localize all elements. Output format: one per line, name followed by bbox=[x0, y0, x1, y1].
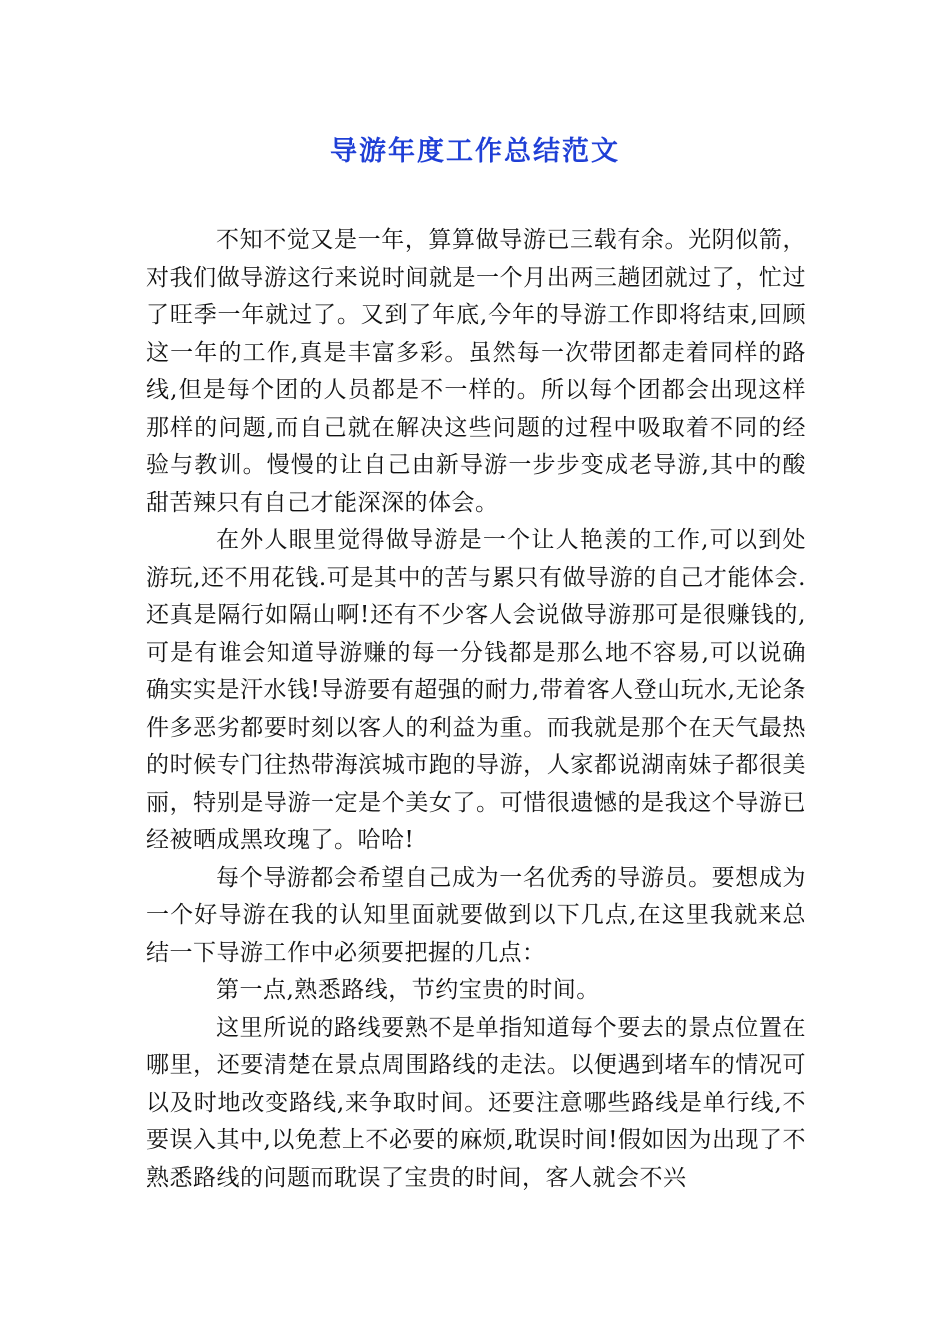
paragraph-1: 不知不觉又是一年，算算做导游已三载有余。光阴似箭，对我们做导游这行来说时间就是一个月出两三趟团就过了，忙过了旺季一年就过了。又到了年底,今年的导游工作即将结束,回顾这一年的工作,真是丰富多彩。虽然每一次带团都走着同样的路线,但是每个团的人员都是不一样的。所以每个团都会出现这样那样的问题,而自己就在解决这些问题的过程中吸取着不同的经验与教训。慢慢的让自己由新导游一步步变成老导游,其中的酸甜苦辣只有自己才能深深的体会。 bbox=[146, 227, 806, 516]
document-body bbox=[146, 222, 806, 1197]
document-title: 导游年度工作总结范文 bbox=[330, 136, 620, 167]
paragraph-5: 这里所说的路线要熟不是单指知道每个要去的景点位置在哪里，还要清楚在景点周围路线的走法。以便遇到堵车的情况可以及时地改变路线,来争取时间。还要注意哪些路线是单行线,不要误入其中,以免惹上不必要的麻烦,耽误时间!假如因为出现了不熟悉路线的问题而耽误了宝贵的时间，客人就会不兴 bbox=[146, 1014, 806, 1191]
paragraph-2: 在外人眼里觉得做导游是一个让人艳羡的工作,可以到处游玩,还不用花钱.可是其中的苦与累只有做导游的自己才能体会.还真是隔行如隔山啊!还有不少客人会说做导游那可是很赚钱的,可是有谁会知道导游赚的每一分钱都是那么地不容易,可以说确确实实是汗水钱!导游要有超强的耐力,带着客人登山玩水,无论条件多恶劣都要时刻以客人的利益为重。而我就是那个在天气最热的时候专门往热带海滨城市跑的导游，人家都说湖南妹子都很美丽，特别是导游一定是个美女了。可惜很遗憾的是我这个导游已经被晒成黑玫瑰了。哈哈! bbox=[146, 527, 806, 853]
paragraph-3: 每个导游都会希望自己成为一名优秀的导游员。要想成为一个好导游在我的认知里面就要做到以下几点,在这里我就来总结一下导游工作中必须要把握的几点： bbox=[146, 864, 806, 966]
paragraph-4: 第一点,熟悉路线，节约宝贵的时间。 bbox=[216, 977, 600, 1003]
